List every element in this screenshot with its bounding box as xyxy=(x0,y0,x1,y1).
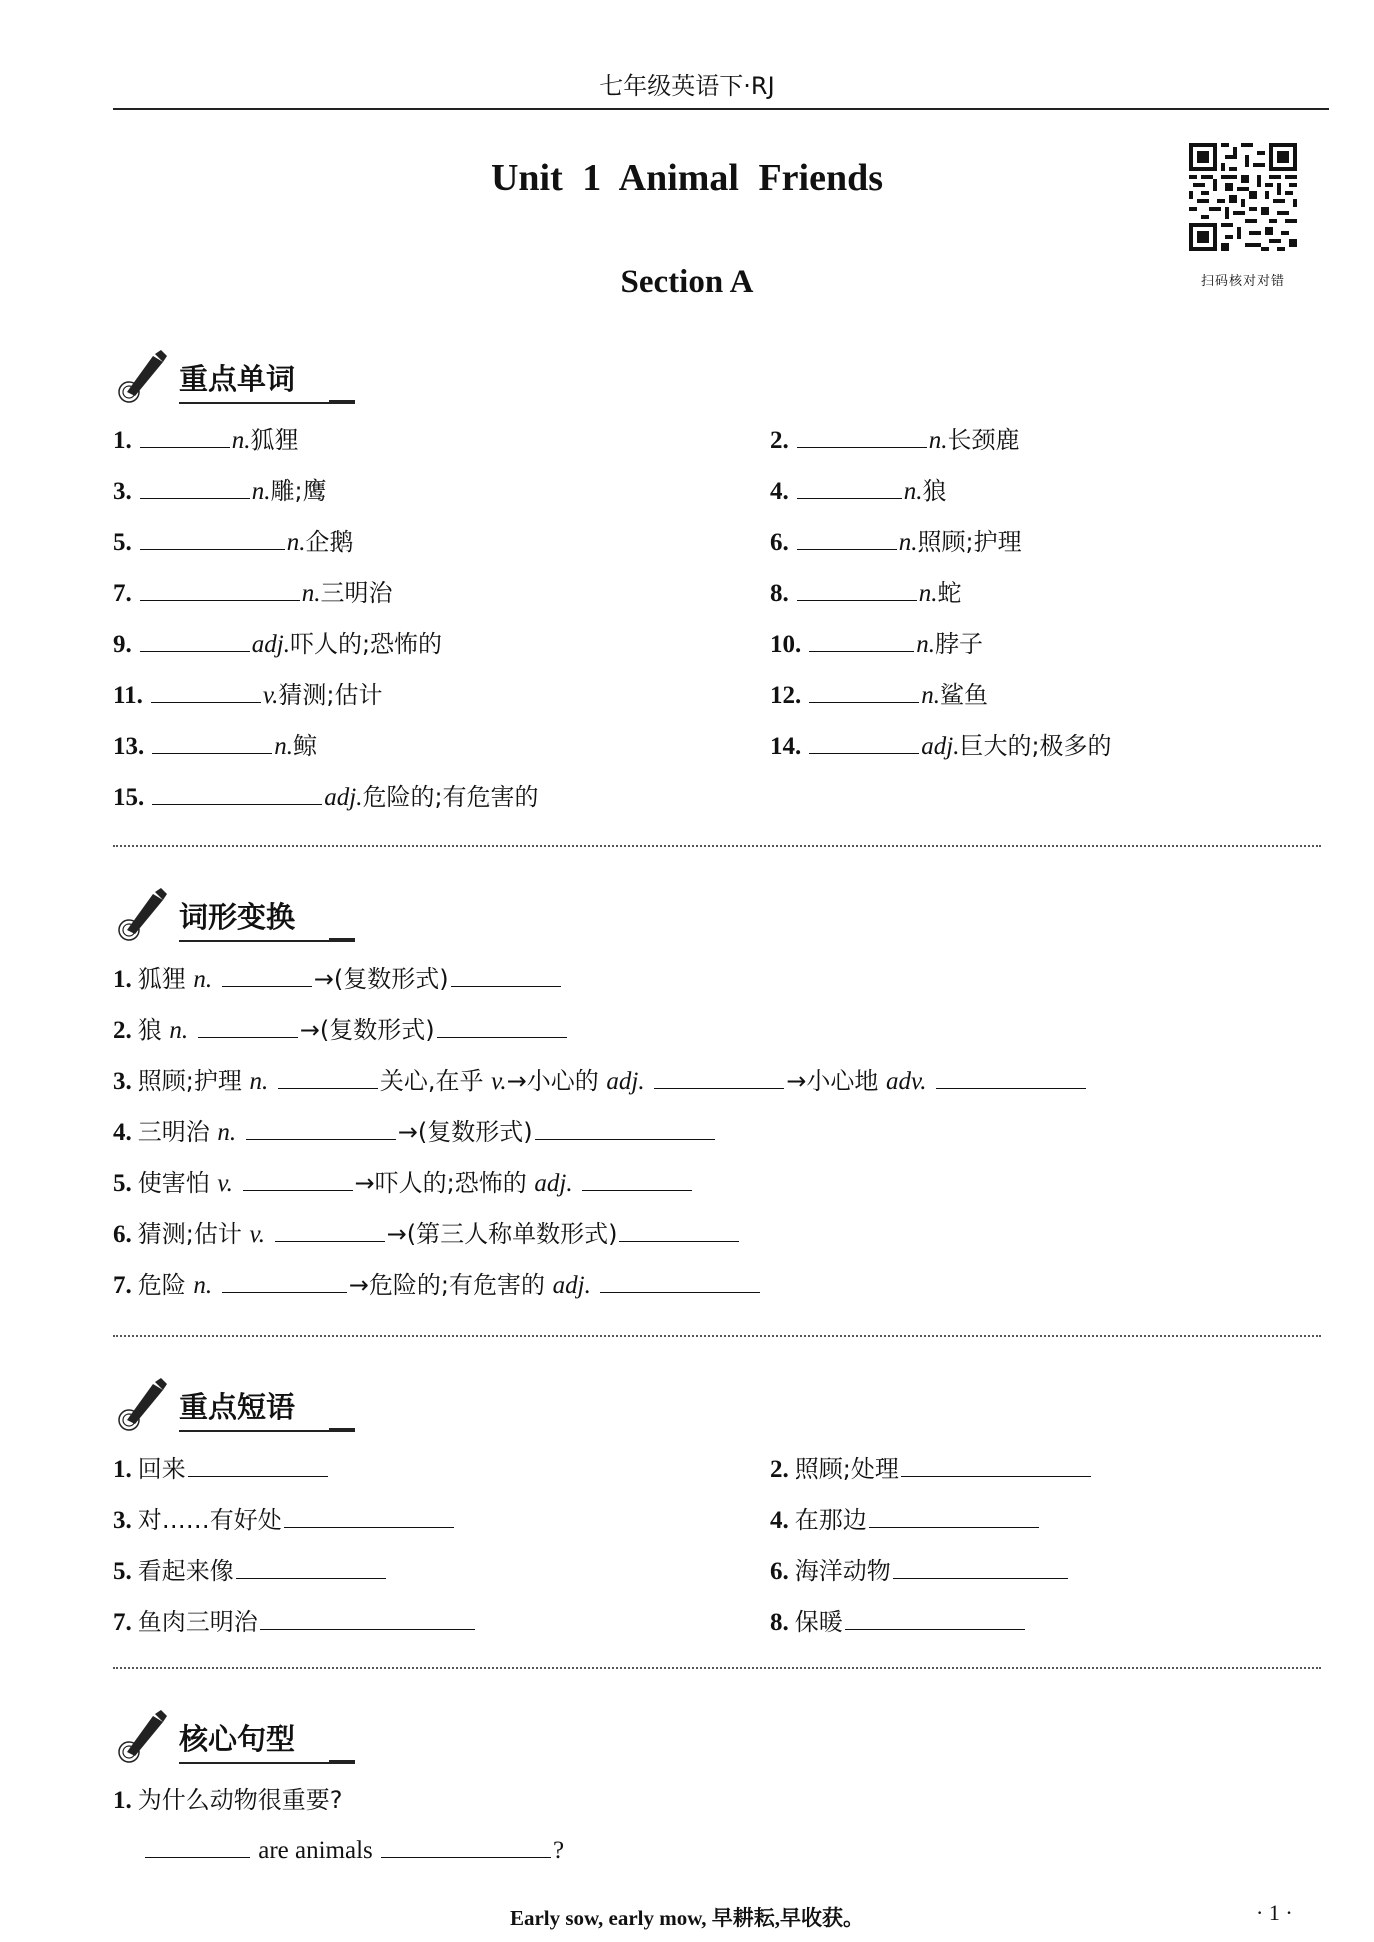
footer-proverb: Early sow, early mow, 早耕耘,早收获。 xyxy=(509,1906,865,1930)
answer-blank[interactable] xyxy=(140,629,250,652)
list-item: 6. n.照顾;护理 xyxy=(770,528,1022,556)
list-item: 12. n.鲨鱼 xyxy=(770,681,988,709)
answer-blank[interactable] xyxy=(654,1066,784,1089)
answer-blank[interactable] xyxy=(140,476,250,499)
header-rule xyxy=(113,108,1329,110)
answer-blank[interactable] xyxy=(845,1607,1025,1630)
divider xyxy=(113,845,1321,847)
running-header: 七年级英语下·RJ xyxy=(599,72,775,100)
qr-caption: 扫码核对对错 xyxy=(1200,274,1285,289)
answer-blank[interactable] xyxy=(275,1219,385,1242)
list-item: 6. 海洋动物 xyxy=(770,1554,1070,1588)
answer-blank[interactable] xyxy=(222,964,312,987)
answer-blank[interactable] xyxy=(797,527,897,550)
list-item: 13. n.鲸 xyxy=(113,732,317,760)
answer-blank[interactable] xyxy=(246,1117,396,1140)
list-item: 15. adj.危险的;有危害的 xyxy=(113,783,539,811)
list-item: 9. adj.吓人的;恐怖的 xyxy=(113,630,443,658)
answer-blank[interactable] xyxy=(437,1015,567,1038)
page-title: Unit 1 Animal Friends xyxy=(490,157,884,199)
list-item: 14. adj.巨大的;极多的 xyxy=(770,732,1112,760)
answer-blank[interactable] xyxy=(198,1015,298,1038)
answer-blank[interactable] xyxy=(901,1454,1091,1477)
list-item: 3. n.雕;鹰 xyxy=(113,477,327,505)
section-heading-label: 重点短语 xyxy=(179,1385,355,1432)
sentence-question: 1. 为什么动物很重要? xyxy=(113,1786,343,1814)
answer-blank[interactable] xyxy=(152,731,272,754)
answer-blank[interactable] xyxy=(893,1556,1068,1579)
answer-blank[interactable] xyxy=(152,782,322,805)
list-item: 3. 对……有好处 xyxy=(113,1503,456,1537)
sentence-answer: are animals ? xyxy=(143,1834,564,1868)
qr-code-icon[interactable] xyxy=(1189,143,1297,251)
section-subtitle: Section A xyxy=(620,264,754,300)
list-item: 3. 照顾;护理 n. 关心,在乎 v.→小心的 adj. →小心地 adv. xyxy=(113,1064,1088,1098)
list-item: 6. 猜测;估计 v. →(第三人称单数形式) xyxy=(113,1217,741,1251)
pen-icon xyxy=(113,886,173,942)
divider xyxy=(113,1667,1321,1669)
list-item: 7. 鱼肉三明治 xyxy=(113,1605,477,1639)
section-heading-phrases xyxy=(113,1376,355,1432)
list-item: 4. 在那边 xyxy=(770,1503,1041,1537)
answer-blank[interactable] xyxy=(797,578,917,601)
list-item: 11. v.猜测;估计 xyxy=(113,681,383,709)
section-heading-forms xyxy=(113,886,355,942)
answer-blank[interactable] xyxy=(381,1835,551,1858)
section-heading-words xyxy=(113,348,355,404)
section-heading-label: 核心句型 xyxy=(179,1717,355,1764)
answer-blank[interactable] xyxy=(236,1556,386,1579)
answer-blank[interactable] xyxy=(243,1168,353,1191)
pen-icon xyxy=(113,348,173,404)
answer-blank[interactable] xyxy=(582,1168,692,1191)
pen-icon xyxy=(113,1708,173,1764)
list-item: 4. n.狼 xyxy=(770,477,947,505)
list-item: 1. 狐狸 n. →(复数形式) xyxy=(113,962,563,996)
pen-icon xyxy=(113,1376,173,1432)
list-item: 7. n.三明治 xyxy=(113,579,393,607)
answer-blank[interactable] xyxy=(809,680,919,703)
list-item: 5. 看起来像 xyxy=(113,1554,388,1588)
answer-blank[interactable] xyxy=(869,1505,1039,1528)
list-item: 4. 三明治 n. →(复数形式) xyxy=(113,1115,717,1149)
answer-blank[interactable] xyxy=(809,731,919,754)
answer-blank[interactable] xyxy=(809,629,914,652)
answer-blank[interactable] xyxy=(151,680,261,703)
answer-blank[interactable] xyxy=(188,1454,328,1477)
page-number: · 1 · xyxy=(1256,1900,1293,1925)
answer-blank[interactable] xyxy=(145,1835,250,1858)
list-item: 5. n.企鹅 xyxy=(113,528,354,556)
list-item: 1. 回来 xyxy=(113,1452,330,1486)
answer-blank[interactable] xyxy=(797,476,902,499)
list-item: 5. 使害怕 v. →吓人的;恐怖的 adj. xyxy=(113,1166,694,1200)
answer-blank[interactable] xyxy=(260,1607,475,1630)
list-item: 2. n.长颈鹿 xyxy=(770,426,1020,454)
answer-blank[interactable] xyxy=(535,1117,715,1140)
answer-blank[interactable] xyxy=(284,1505,454,1528)
list-item: 2. 狼 n. →(复数形式) xyxy=(113,1013,569,1047)
answer-blank[interactable] xyxy=(140,527,285,550)
list-item: 8. n.蛇 xyxy=(770,579,962,607)
section-heading-label: 词形变换 xyxy=(179,895,355,942)
section-heading-sentences xyxy=(113,1708,355,1764)
answer-blank[interactable] xyxy=(140,425,230,448)
answer-blank[interactable] xyxy=(222,1270,347,1293)
answer-blank[interactable] xyxy=(140,578,300,601)
divider xyxy=(113,1335,1321,1337)
list-item: 8. 保暖 xyxy=(770,1605,1027,1639)
answer-blank[interactable] xyxy=(278,1066,378,1089)
list-item: 10. n.脖子 xyxy=(770,630,983,658)
list-item: 7. 危险 n. →危险的;有危害的 adj. xyxy=(113,1268,762,1302)
answer-blank[interactable] xyxy=(619,1219,739,1242)
answer-blank[interactable] xyxy=(936,1066,1086,1089)
list-item: 1. n.狐狸 xyxy=(113,426,299,454)
answer-blank[interactable] xyxy=(451,964,561,987)
section-heading-label: 重点单词 xyxy=(179,357,355,404)
list-item: 2. 照顾;处理 xyxy=(770,1452,1093,1486)
answer-blank[interactable] xyxy=(797,425,927,448)
answer-blank[interactable] xyxy=(600,1270,760,1293)
